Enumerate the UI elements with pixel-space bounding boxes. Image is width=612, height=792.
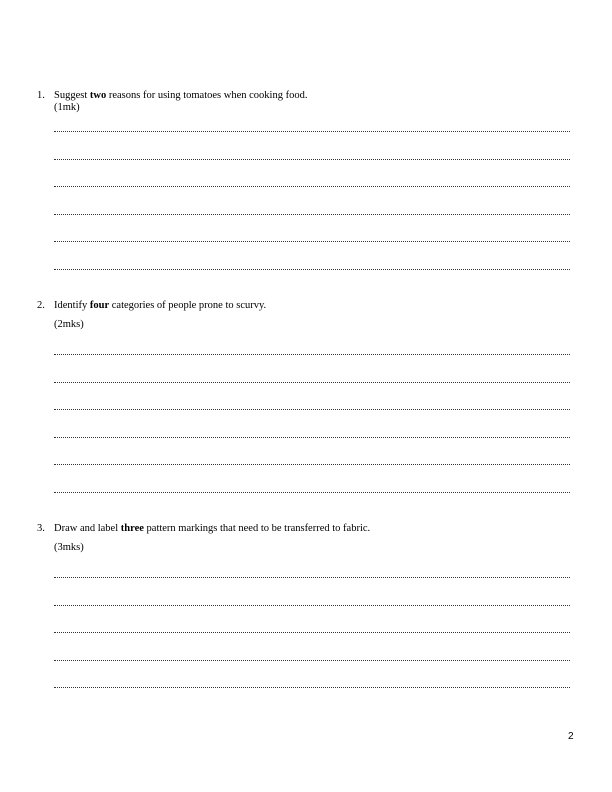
answer-line xyxy=(54,159,570,160)
answer-line xyxy=(54,577,570,578)
answer-line xyxy=(54,492,570,493)
question-text: Suggest two reasons for using tomatoes when cooking food. xyxy=(54,90,308,101)
answer-line xyxy=(54,660,570,661)
answer-line xyxy=(54,241,570,242)
question-3 xyxy=(37,522,370,535)
question-1-marks: (1mk) xyxy=(54,102,80,113)
answer-line xyxy=(54,605,570,606)
answer-line xyxy=(54,632,570,633)
answer-line xyxy=(54,382,570,383)
answer-line xyxy=(54,409,570,410)
answer-line xyxy=(54,269,570,270)
answer-line xyxy=(54,354,570,355)
answer-line xyxy=(54,687,570,688)
answer-line xyxy=(54,131,570,132)
answer-line xyxy=(54,214,570,215)
answer-line xyxy=(54,186,570,187)
answer-line xyxy=(54,464,570,465)
answer-line xyxy=(54,437,570,438)
question-number: 1. xyxy=(37,90,45,101)
question-1 xyxy=(37,89,307,102)
question-text: Identify four categories of people prone to scurvy. xyxy=(54,300,267,311)
question-number: 3. xyxy=(37,523,45,534)
question-2-marks: (2mks) xyxy=(54,319,84,330)
question-3-marks: (3mks) xyxy=(54,542,84,553)
page-number: 2 xyxy=(568,731,574,742)
question-number: 2. xyxy=(37,300,45,311)
question-text: Draw and label three pattern markings that need to be transferred to fabric. xyxy=(54,523,371,534)
question-2 xyxy=(37,299,266,312)
